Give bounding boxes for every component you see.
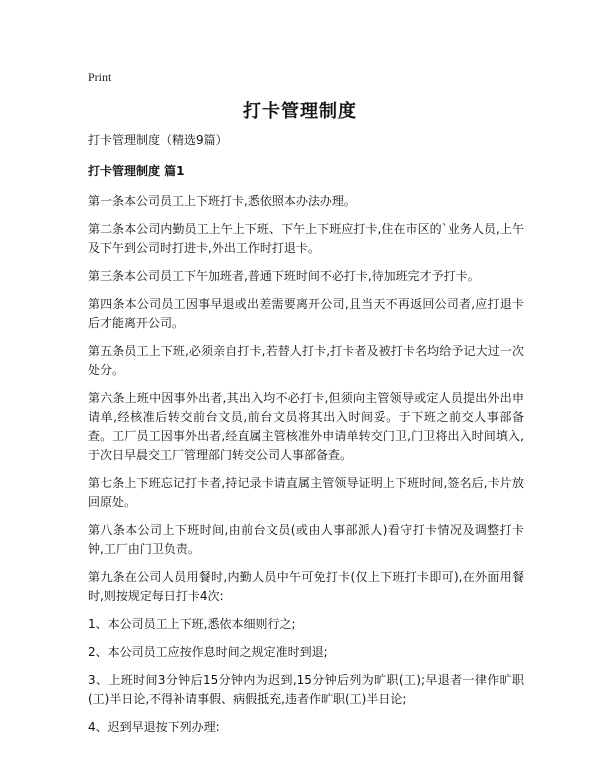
paragraph-5: 第五条员工上下班,必须亲自打卡,若替人打卡,打卡者及被打卡名均给予记大过一次处分。 (88, 344, 524, 377)
article-subtitle: 打卡管理制度（精选9篇） (88, 133, 228, 147)
paragraph-9: 第九条在公司人员用餐时,内勤人员中午可免打卡(仅上下班打卡即可),在外面用餐时,则按规定每日打卡4次: (88, 570, 524, 603)
print-link[interactable]: Print (88, 70, 112, 84)
article-body (88, 132, 524, 746)
list-item-1: 1、本公司员工上下班,悉依本细则行之; (88, 617, 296, 631)
page-title: 打卡管理制度 (243, 101, 357, 122)
paragraph-2: 第二条本公司内勤员工上午上下班、下午上下班应打卡,住在市区的`业务人员,上午及下午到公司时打进卡,外出工作时打退卡。 (88, 222, 524, 255)
paragraph-8: 第八条本公司上下班时间,由前台文员(或由人事部派人)看守打卡情况及调整打卡钟,工厂由门卫负责。 (88, 523, 524, 556)
list-item-4: 4、迟到早退按下列办理: (88, 720, 220, 734)
paragraph-6: 第六条上班中因事外出者,其出入均不必打卡,但须向主管领导或定人员提出外出申请单,经核准后转交前台文员,前台文员将其出入时间妥。于下班之前交人事部备查。工厂员工因事外出者,经直属主管核准外申请单转交门卫,门卫将出入时间填入,于次日早晨交工厂管理部门转交公司人事部备查。 (88, 391, 524, 462)
paragraph-1: 第一条本公司员工上下班打卡,悉依照本办法办理。 (88, 194, 356, 208)
list-item-2: 2、本公司员工应按作息时间之规定准时到退; (88, 645, 328, 659)
paragraph-3: 第三条本公司员工下午加班者,普通下班时间不必打卡,待加班完才予打卡。 (88, 269, 480, 283)
section-heading: 打卡管理制度 篇1 (88, 164, 185, 178)
list-item-3: 3、上班时间3分钟后15分钟内为迟到,15分钟后列为旷职(工);早退者一律作旷职(工)半日论,不得补请事假、病假抵充,违者作旷职(工)半日论; (88, 673, 524, 706)
paragraph-7: 第七条上下班忘记打卡者,持记录卡请直属主管领导证明上下班时间,签名后,卡片放回原处。 (88, 476, 524, 509)
paragraph-4: 第四条本公司员工因事早退或出差需要离开公司,且当天不再返回公司者,应打退卡后才能离开公司。 (88, 297, 524, 330)
